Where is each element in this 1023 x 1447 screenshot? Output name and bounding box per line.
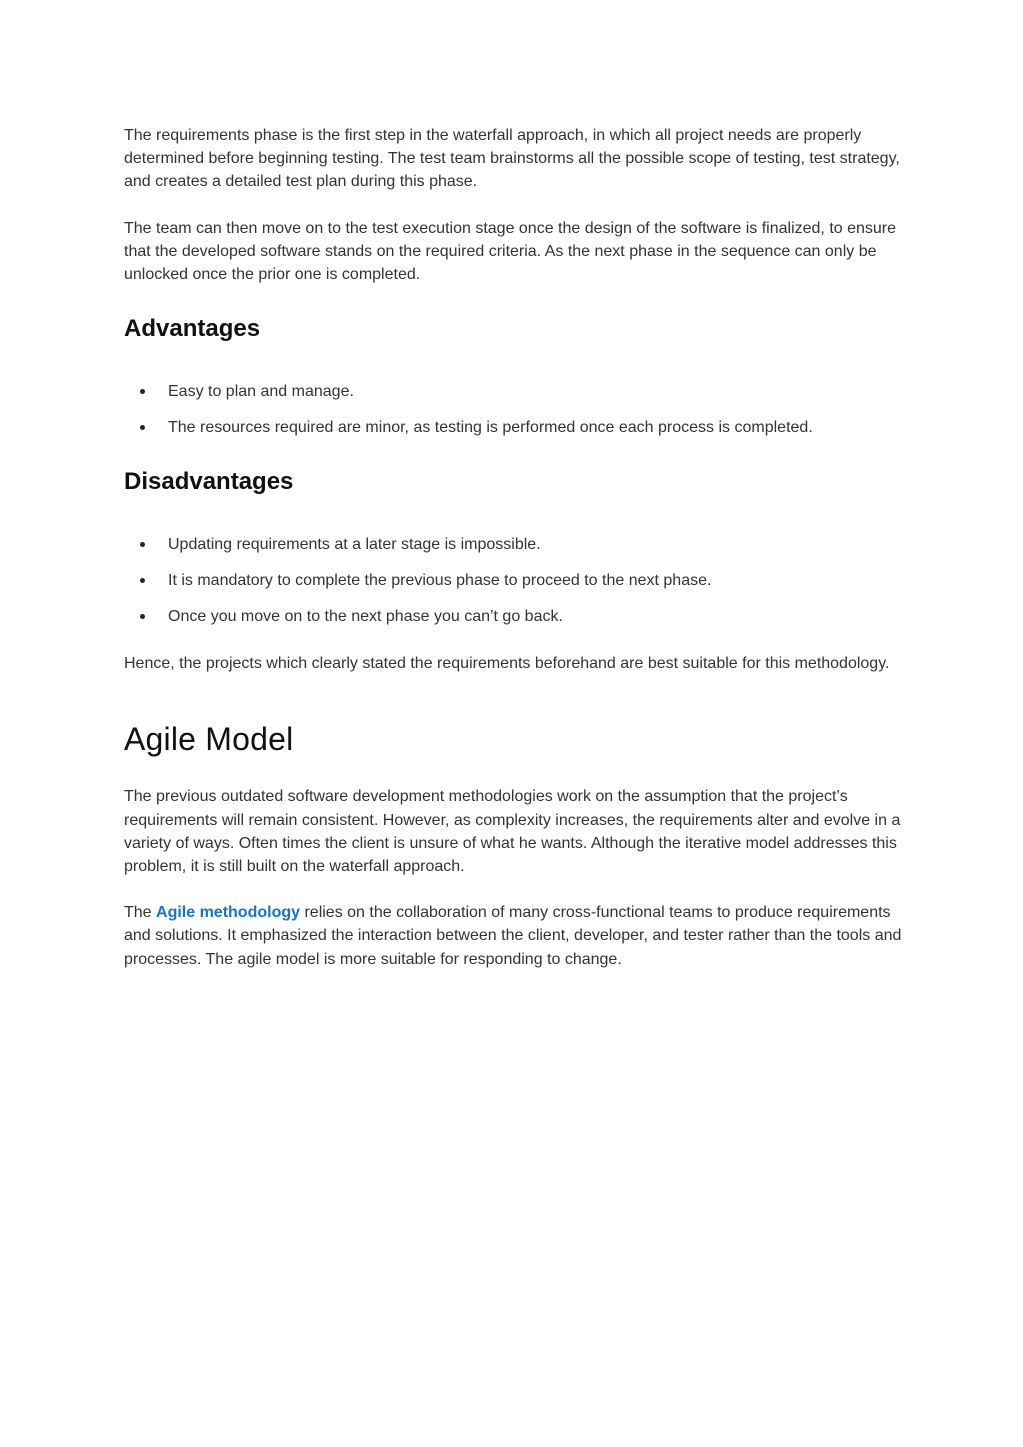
advantages-list [124, 380, 904, 439]
agile-methodology-link[interactable]: Agile methodology [156, 904, 301, 922]
intro-paragraph-1: The requirements phase is the first step in the waterfall approach, in which all project needs are properly determined before beginning testing. The test team brainstorms all the possible scope of testing, test strategy, and creates a detailed test plan during this phase. [124, 127, 900, 191]
conclusion-paragraph: Hence, the projects which clearly stated the requirements beforehand are best suitable for this methodology. [124, 655, 890, 673]
list-item [124, 569, 904, 592]
list-item [124, 605, 904, 628]
bullet-icon [140, 578, 145, 583]
disadvantages-heading: Disadvantages [124, 468, 294, 496]
list-item-text: The resources required are minor, as testing is performed once each process is completed. [168, 419, 813, 437]
advantages-heading: Advantages [124, 315, 261, 343]
list-item-text: Updating requirements at a later stage is impossible. [168, 536, 541, 554]
list-item [124, 416, 904, 439]
bullet-icon [140, 542, 145, 547]
intro-paragraph-2: The team can then move on to the test execution stage once the design of the software is finalized, to ensure that the developed software stands on the required criteria. As the next phase in the sequence can only be unlocked once the prior one is completed. [124, 219, 897, 284]
list-item [124, 533, 904, 556]
list-item-text: Once you move on to the next phase you can’t go back. [168, 608, 563, 626]
disadvantages-list [124, 533, 904, 628]
agile-paragraph-1: The previous outdated software development methodologies work on the assumption that the project’s requirements will remain consistent. However, as complexity increases, the requirements alter and evolve in a variety of ways. Often times the client is unsure of what he wants. Although the iterative model addresses this problem, it is still built on the waterfall approach. [124, 788, 901, 876]
bullet-icon [140, 614, 145, 619]
list-item-text: Easy to plan and manage. [168, 383, 354, 401]
agile-paragraph-2-rest: relies on the collaboration of many cross-functional teams to produce requirements and solutions. It emphasized the interaction between the client, developer, and tester rather than the tools and processes. The agile model is more suitable for responding to change. [124, 904, 902, 968]
document-page [124, 124, 904, 971]
bullet-icon [140, 425, 145, 430]
agile-model-heading: Agile Model [124, 721, 294, 758]
list-item-text: It is mandatory to complete the previous phase to proceed to the next phase. [168, 572, 712, 590]
list-item [124, 380, 904, 403]
agile-paragraph-2-lead: The [124, 904, 157, 922]
bullet-icon [140, 389, 145, 394]
agile-paragraph-2 [124, 901, 904, 971]
